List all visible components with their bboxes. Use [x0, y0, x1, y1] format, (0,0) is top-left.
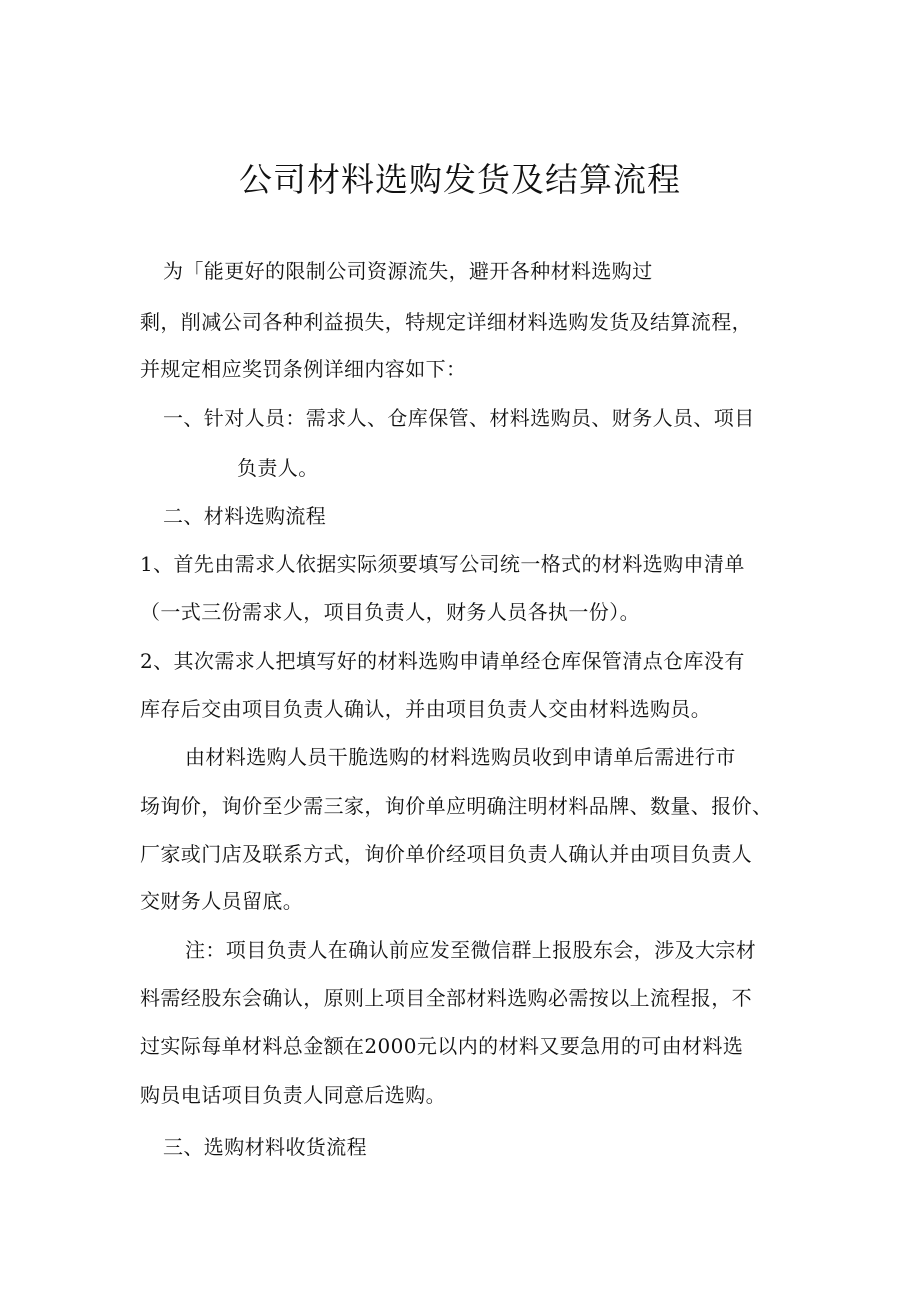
paragraph-line: （一式三份需求人，项目负责人，财务人员各执一份）。: [140, 600, 640, 624]
paragraph-line: 2、其次需求人把填写好的材料选购申请单经仓库保管清点仓库没有: [140, 649, 745, 673]
paragraph-line: 并规定相应奖罚条例详细内容如下：: [140, 357, 467, 381]
section-heading: 一、针对人员：需求人、仓库保管、材料选购员、财务人员、项目: [163, 406, 755, 430]
paragraph-line: 剩，削减公司各种利益损失，特规定详细材料选购发货及结算流程，: [140, 310, 752, 334]
paragraph-line: 厂家或门店及联系方式，询价单价经项目负责人确认并由项目负责人: [140, 842, 752, 866]
paragraph-line: 负责人。: [237, 456, 319, 480]
document-title: 公司材料选购发货及结算流程: [239, 160, 681, 199]
paragraph-line: 场询价，询价至少需三家，询价单应明确注明材料品牌、数量、报价、: [140, 794, 773, 818]
paragraph-line: 1、首先由需求人依据实际须要填写公司统一格式的材料选购申清单: [140, 552, 745, 576]
paragraph-line: 为「能更好的限制公司资源流失，避开各种材料选购过: [163, 259, 653, 283]
paragraph-line: 由材料选购人员干脆选购的材料选购员收到申请单后需进行市: [185, 745, 736, 769]
paragraph-line: 注：项目负责人在确认前应发至微信群上报股东会，涉及大宗材: [185, 938, 757, 962]
paragraph-line: 料需经股东会确认，原则上项目全部材料选购必需按以上流程报，不: [140, 986, 752, 1010]
paragraph-line: 库存后交由项目负责人确认，并由项目负责人交由材料选购员。: [140, 697, 712, 721]
paragraph-line: 交财务人员留底。: [140, 889, 304, 913]
paragraph-line: 购员电话项目负责人同意后选购。: [140, 1083, 446, 1107]
section-heading: 二、材料选购流程: [163, 504, 327, 528]
section-heading: 三、选购材料收货流程: [163, 1135, 367, 1159]
paragraph-line: 过实际每单材料总金额在2000元以内的材料又要急用的可由材料选: [140, 1034, 744, 1058]
